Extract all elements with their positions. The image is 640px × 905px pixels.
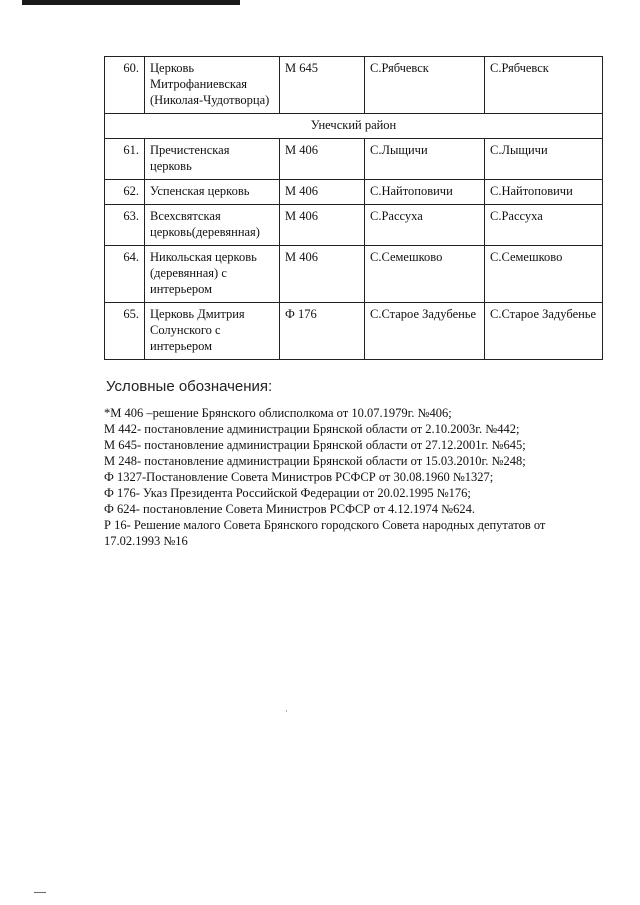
- legend-line: Ф 624- постановление Совета Министров РСФСР от 4.12.1974 №624.: [104, 502, 475, 516]
- location-address: С.Найтоповичи: [485, 180, 603, 205]
- monuments-table-body: [105, 57, 603, 360]
- table-row: [105, 205, 603, 246]
- table-row: [105, 139, 603, 180]
- row-number: 60.: [105, 57, 145, 114]
- monument-name: Всехсвятская церковь(деревянная): [145, 205, 280, 246]
- scan-speck: [286, 710, 287, 712]
- location-address: С.Семешково: [485, 246, 603, 303]
- monument-name: Никольская церковь (деревянная) с интерьером: [145, 246, 280, 303]
- location: С.Найтоповичи: [365, 180, 485, 205]
- table-row: [105, 57, 603, 114]
- row-number: 63.: [105, 205, 145, 246]
- monuments-table: [104, 56, 603, 360]
- document-code: М 406: [280, 246, 365, 303]
- document-code: М 406: [280, 139, 365, 180]
- table-row: [105, 303, 603, 360]
- legend-line: М 645- постановление администрации Брянской области от 27.12.2001г. №645;: [104, 438, 526, 452]
- location: С.Рябчевск: [365, 57, 485, 114]
- row-number: 64.: [105, 246, 145, 303]
- location-address: С.Старое Задубенье: [485, 303, 603, 360]
- monument-name: Церковь Митрофаниевская (Николая-Чудотворца): [145, 57, 280, 114]
- location-address: С.Лыщичи: [485, 139, 603, 180]
- location: С.Лыщичи: [365, 139, 485, 180]
- legend-line: Р 16- Решение малого Совета Брянского городского Совета народных депутатов от 17.02.1993 №16: [104, 518, 546, 548]
- location-address: С.Рябчевск: [485, 57, 603, 114]
- monument-name: Церковь Дмитрия Солунского с интерьером: [145, 303, 280, 360]
- document-code: М 406: [280, 205, 365, 246]
- location: С.Старое Задубенье: [365, 303, 485, 360]
- district-label: Унечский район: [105, 114, 603, 139]
- legend-line: М 442- постановление администрации Брянской области от 2.10.2003г. №442;: [104, 422, 520, 436]
- row-number: 62.: [105, 180, 145, 205]
- district-row: [105, 114, 603, 139]
- location: С.Рассуха: [365, 205, 485, 246]
- monument-name: Пречистенская церковь: [145, 139, 280, 180]
- table-row: [105, 180, 603, 205]
- legend-line: М 248- постановление администрации Брянской области от 15.03.2010г. №248;: [104, 454, 526, 468]
- top-rule: [22, 0, 240, 5]
- legend-title: Условные обозначения:: [106, 378, 273, 395]
- table-row: [105, 246, 603, 303]
- legend-line: Ф 176- Указ Президента Российской Федерации от 20.02.1995 №176;: [104, 486, 471, 500]
- row-number: 61.: [105, 139, 145, 180]
- document-code: М 645: [280, 57, 365, 114]
- legend-line: Ф 1327-Постановление Совета Министров РСФСР от 30.08.1960 №1327;: [104, 470, 494, 484]
- row-number: 65.: [105, 303, 145, 360]
- legend-list: [104, 405, 574, 549]
- legend-line: *М 406 –решение Брянского облисполкома от 10.07.1979г. №406;: [104, 406, 452, 420]
- bottom-mark: [34, 892, 46, 893]
- document-code: М 406: [280, 180, 365, 205]
- document-code: Ф 176: [280, 303, 365, 360]
- location: С.Семешково: [365, 246, 485, 303]
- location-address: С.Рассуха: [485, 205, 603, 246]
- monument-name: Успенская церковь: [145, 180, 280, 205]
